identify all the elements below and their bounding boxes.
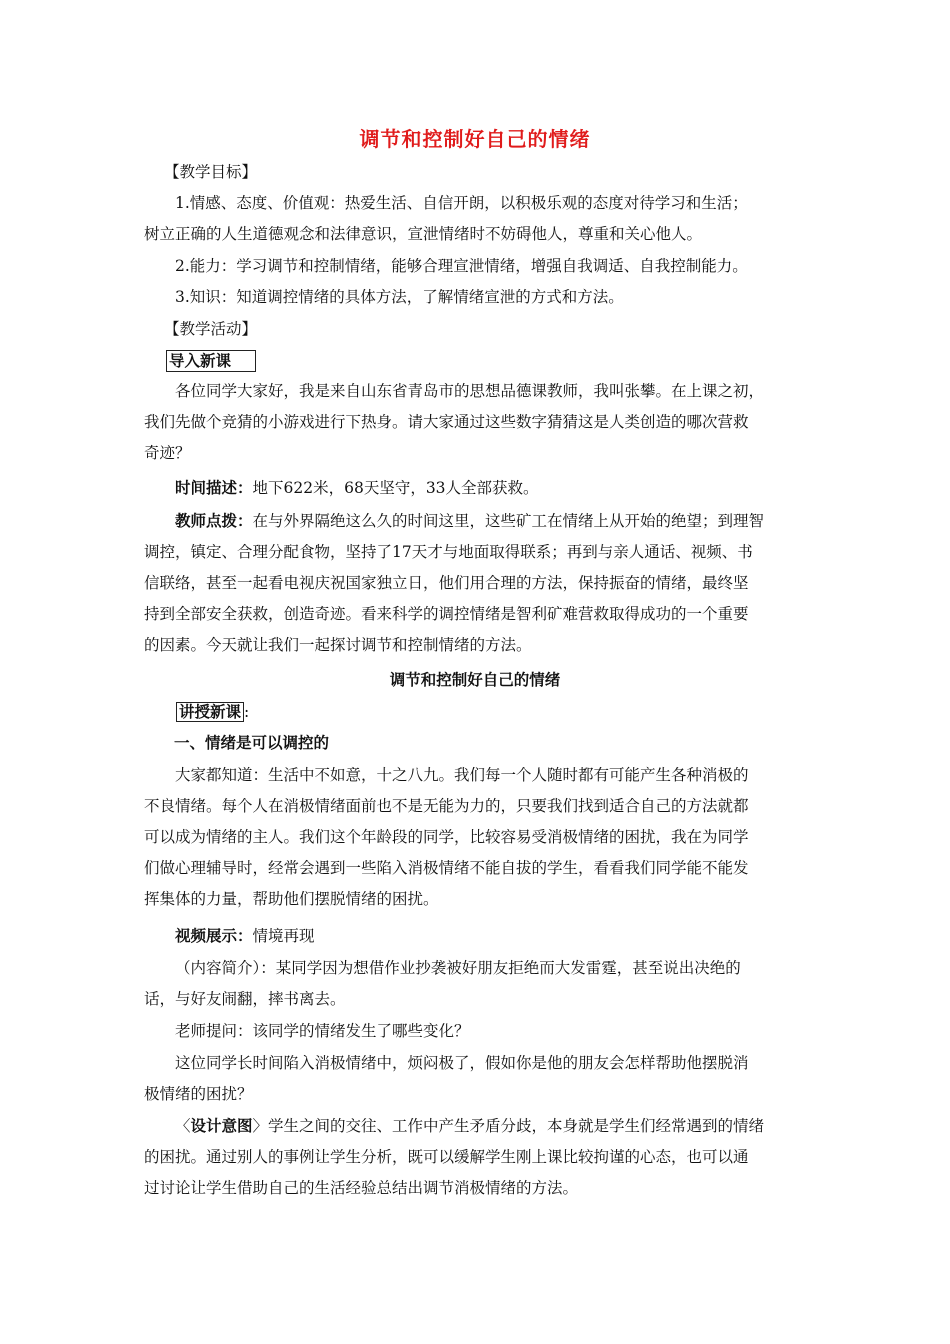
- time-description: [144, 473, 808, 504]
- design-line-3: 过讨论让学生借助自己的生活经验总结出调节消极情绪的方法。: [144, 1179, 579, 1197]
- intro-paragraph: [144, 376, 808, 469]
- teacher-line-4: 持到全部安全获救，创造奇迹。看来科学的调控情绪是智利矿难营救取得成功的一个重要: [144, 605, 749, 623]
- goal-1-line-1: 1.情感、态度、价值观：热爱生活、自信开朗，以积极乐观的态度对待学习和生活；: [175, 194, 748, 212]
- teacher-line-5: 的因素。今天就让我们一起探讨调节和控制情绪的方法。: [144, 636, 532, 654]
- video-show: [144, 921, 808, 952]
- content-line-1: （内容简介）：某同学因为想借作业抄袭被好朋友拒绝而大发雷霆，甚至说出决绝的: [175, 959, 741, 977]
- paragraph-1: [144, 760, 808, 915]
- teacher-comment: [144, 506, 808, 661]
- lecture-section-box: 讲授新课: [176, 702, 244, 722]
- teacher-question: 老师提问：该同学的情绪发生了哪些变化？: [175, 1022, 470, 1040]
- video-text: 情境再现: [252, 927, 315, 945]
- center-subtitle: 调节和控制好自己的情绪: [389, 671, 561, 689]
- teacher-line-1: 在与外界隔绝这么久的时间这里，这些矿工在情绪上从开始的绝望；到理智: [252, 512, 765, 530]
- content-line-2: 话，与好友闹翻，摔书离去。: [144, 990, 346, 1008]
- teacher-line-3: 信联络，甚至一起看电视庆祝国家独立日，他们用合理的方法，保持振奋的情绪，最终坚: [144, 574, 749, 592]
- q2-line-1: 这位同学长时间陷入消极情绪中，烦闷极了，假如你是他的朋友会怎样帮助他摆脱消: [175, 1054, 749, 1072]
- lecture-heading: [176, 702, 249, 722]
- design-intent: [144, 1111, 808, 1204]
- goal-2: 2.能力：学习调节和控制情绪，能够合理宣泄情绪，增强自我调适、自我控制能力。: [175, 257, 748, 275]
- question-2: [144, 1048, 808, 1110]
- intro-line-1: 各位同学大家好，我是来自山东省青岛市的思想品德课教师，我叫张攀。在上课之初，: [175, 382, 765, 400]
- q2-line-2: 极情绪的困扰？: [144, 1085, 253, 1103]
- section-1-heading: 一、情绪是可以调控的: [174, 734, 330, 752]
- intro-line-3: 奇迹？: [144, 444, 191, 462]
- goal-1: [144, 188, 808, 250]
- goals-heading: 【教学目标】: [164, 163, 258, 181]
- goal-3: 3.知识：知道调控情绪的具体方法，了解情绪宣泄的方式和方法。: [175, 288, 624, 306]
- intro-section-box: 导入新课: [166, 350, 256, 372]
- design-open-bracket: 〈: [175, 1117, 191, 1135]
- intro-line-2: 我们先做个竞猜的小游戏进行下热身。请大家通过这些数字猜猜这是人类创造的哪次营救: [144, 413, 749, 431]
- time-label: 时间描述：: [175, 479, 253, 497]
- teacher-line-2: 调控，镇定、合理分配食物，坚持了17天才与地面取得联系；再到与亲人通话、视频、书: [144, 543, 753, 561]
- para1-line-5: 挥集体的力量，帮助他们摆脱情绪的困扰。: [144, 890, 439, 908]
- document-title: 调节和控制好自己的情绪: [359, 127, 591, 151]
- para1-line-3: 可以成为情绪的主人。我们这个年龄段的同学，比较容易受消极情绪的困扰，我在为同学: [144, 828, 749, 846]
- design-close-bracket: 〉: [252, 1117, 269, 1135]
- activities-heading: 【教学活动】: [164, 320, 258, 338]
- content-summary: [144, 953, 808, 1015]
- para1-line-2: 不良情绪。每个人在消极情绪面前也不是无能为力的，只要我们找到适合自己的方法就都: [144, 797, 749, 815]
- para1-line-1: 大家都知道：生活中不如意，十之八九。我们每一个人随时都有可能产生各种消极的: [175, 766, 749, 784]
- goal-1-line-2: 树立正确的人生道德观念和法律意识，宣泄情绪时不妨碍他人，尊重和关心他人。: [144, 225, 703, 243]
- design-label: 设计意图: [190, 1117, 253, 1135]
- design-line-2: 的困扰。通过别人的事例让学生分析，既可以缓解学生刚上课比较拘谨的心态，也可以通: [144, 1148, 749, 1166]
- teacher-label: 教师点拨：: [175, 512, 253, 530]
- para1-line-4: 们做心理辅导时，经常会遇到一些陷入消极情绪不能自拔的学生，看看我们同学能不能发: [144, 859, 749, 877]
- design-line-1: 学生之间的交往、工作中产生矛盾分歧，本身就是学生们经常遇到的情绪: [268, 1117, 765, 1135]
- lecture-colon: :: [244, 703, 250, 721]
- time-text: 地下622米，68天坚守，33人全部获救。: [252, 479, 539, 497]
- video-label: 视频展示：: [175, 927, 253, 945]
